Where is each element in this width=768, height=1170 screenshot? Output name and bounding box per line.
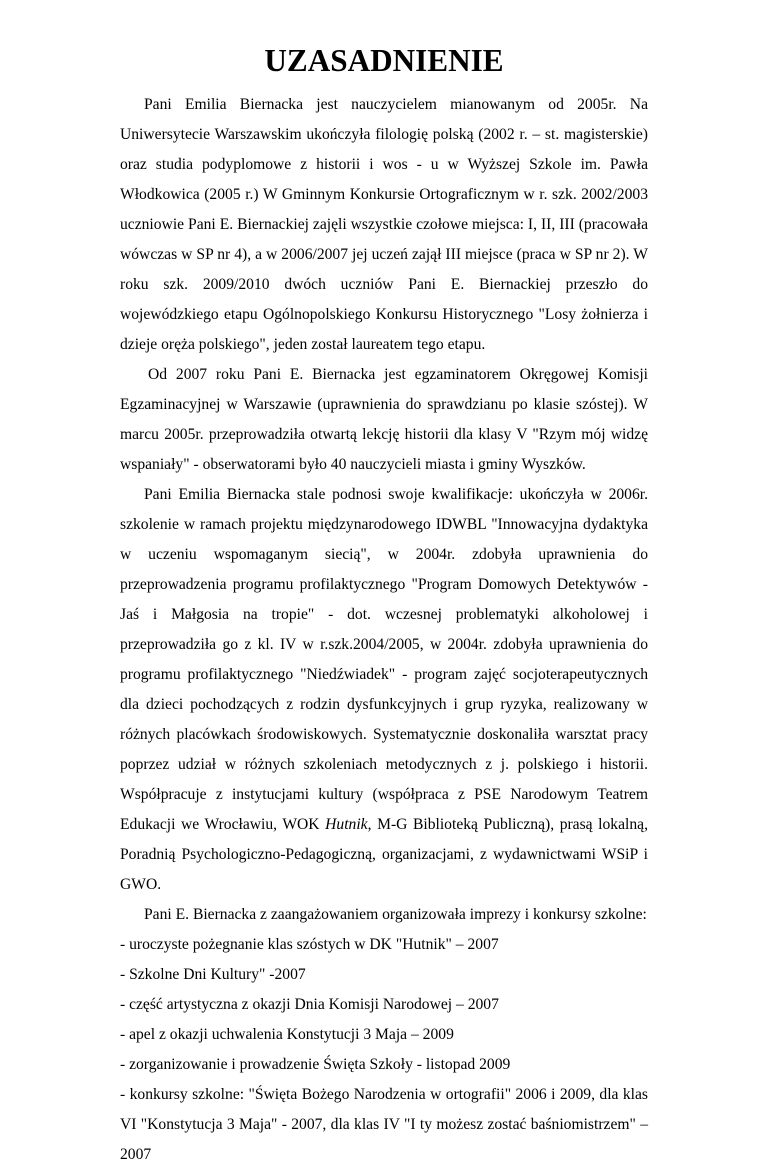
qualifications-italic-hutnik: Hutnik <box>325 816 368 833</box>
qualifications-text-end: , M-G Biblioteką Publiczną), prasą lokalną, Poradnią Psychologiczno-Pedagogiczną, organizacjami, z wydawnictwami WSiP i GWO. <box>120 816 648 893</box>
paragraph-education: Pani Emilia Biernacka jest nauczycielem mianowanym od 2005r. Na Uniwersytecie Warszawskim ukończyła filologię polską (2002 r. – st. magisterskie) oraz studia podyplomowe z historii i wos - u w Wyższej Szkole im. Pawła Włodkowica (2005 r.) W Gminnym Konkursie Ortograficznym w r. szk. 2002/2003 uczniowie Pani E. Biernackiej zajęli wszystkie czołowe miejsca: I, II, III (pracowała wówczas w SP nr 4), a w 2006/2007 jej uczeń zajął III miejsce (praca w SP nr 2). W roku szk. 2009/2010 dwóch uczniów Pani E. Biernackiej przeszło do wojewódzkiego etapu Ogólnopolskiego Konkursu Historycznego "Losy żołnierza i dzieje oręża polskiego", jeden został laureatem tego etapu. <box>120 96 648 353</box>
list-item: - apel z okazji uchwalenia Konstytucji 3 Maja – 2009 <box>120 1026 454 1043</box>
paragraph-qualifications <box>120 480 648 900</box>
list-item: - Szkolne Dni Kultury" -2007 <box>120 966 306 983</box>
document-page <box>120 43 648 1170</box>
list-item: - zorganizowanie i prowadzenie Święta Szkoły - listopad 2009 <box>120 1056 511 1073</box>
list-item: - konkursy szkolne: "Święta Bożego Narodzenia w ortografii" 2006 i 2009, dla klas VI "Konstytucja 3 Maja" - 2007, dla klas IV "I ty możesz zostać baśniomistrzem" – 2007 <box>120 1086 648 1163</box>
qualifications-text-start: Pani Emilia Biernacka stale podnosi swoje kwalifikacje: ukończyła w 2006r. szkolenie w ramach projektu międzynarodowego IDWBL "Innowacyjna dydaktyka w uczeniu wspomaganym siecią", w 2004r. zdobyła uprawnienia do przeprowadzenia programu profilaktycznego "Program Domowych Detektywów - Jaś i Małgosia na tropie" - dot. wczesnej problematyki alkoholowej i przeprowadziła go z kl. IV w r.szk.2004/2005, w 2004r. zdobyła uprawnienia do programu profilaktycznego "Niedźwiadek" - program zajęć socjoterapeutycznych dla dzieci pochodzących z rodzin dysfunkcyjnych i grup ryzyka, realizowany w różnych placówkach środowiskowych. Systematycznie doskonaliła warsztat pracy poprzez udział w różnych szkoleniach metodycznych z j. polskiego i historii. Współpracuje z instytucjami kultury (współpraca z PSE Narodowym Teatrem Edukacji we Wrocławiu, WOK <box>120 486 648 833</box>
paragraph-events-intro: Pani E. Biernacka z zaangażowaniem organizowała imprezy i konkursy szkolne: <box>144 906 647 923</box>
paragraph-examiner: Od 2007 roku Pani E. Biernacka jest egzaminatorem Okręgowej Komisji Egzaminacyjnej w Warszawie (uprawnienia do sprawdzianu po klasie szóstej). W marcu 2005r. przeprowadziła otwartą lekcję historii dla klasy V "Rzym mój widzę wspaniały" - obserwatorami było 40 nauczycieli miasta i gminy Wyszków. <box>120 366 648 473</box>
list-item: - część artystyczna z okazji Dnia Komisji Narodowej – 2007 <box>120 996 499 1013</box>
document-title: UZASADNIENIE <box>264 43 504 78</box>
list-item: - uroczyste pożegnanie klas szóstych w DK "Hutnik" – 2007 <box>120 936 499 953</box>
events-list <box>120 930 648 1170</box>
